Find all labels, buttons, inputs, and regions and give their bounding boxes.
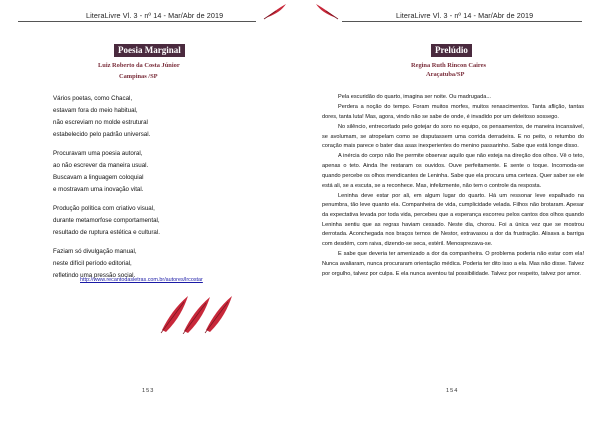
- verse-line: refletindo uma pressão social.: [53, 272, 136, 279]
- story-title: Prelúdio: [431, 44, 472, 57]
- verse-line: resultado de ruptura estética e cultural.: [53, 229, 160, 236]
- header-text: LiteraLivre Vl. 3 - nº 14 - Mar/Abr de 2019: [86, 11, 224, 20]
- stanza: [53, 148, 148, 196]
- verse-line: estabelecido pelo padrão universal.: [53, 131, 151, 138]
- header-rule: [18, 21, 256, 22]
- verse-line: Produção política com criativo visual,: [53, 205, 155, 212]
- paragraph: A inércia do corpo não lhe permite observar aquilo que não esteja na direção dos olhos. Vê o teto, apenas o teto. Ainda lhe restaram os ouvidos. Ouve perfeitamente. E sente o toque. Incomoda-se quando percebe os olhos mendicantes de Leninha. Sabe que ela procura uma certeza. Quer saber se ele está ali, se a escuta, se a reconhece. Mas, infelizmente, não tem o controle da resposta.: [322, 153, 584, 189]
- author-name: Luiz Roberto da Costa Júnior: [98, 62, 180, 69]
- paragraph: Perdera a noção do tempo. Foram muitos morfes, muitos renascimentos. Tanta aflição, tantas dores, tanta luta! Mas, agora, vindo não se sabe de onde, é invadido por um deleitoso sossego.: [322, 104, 584, 120]
- verse-line: não escreviam no molde estrutural: [53, 119, 148, 126]
- paragraph: Leninha deve estar por ali, em algum lugar do quarto. Há um ressonar leve espalhado na penumbra, tão leve quanto ela. Companheira de vida, cumplicidade velada. Filhos não brotaram. Apesar da expectativa levada por toda vida, percebeu que a esperança escorreu pelos cantos dos olhos quando Leninha sentiu que as regras haviam cessado. Neste dia, chorou. Foi a única vez que se mostrou derrotada. Aconchegada nos braços ternos de Nestor, extravasou a dor da frustração. Alisava a barriga com desdém, com raiva, dizendo-se seca, estéril. Menosprezava-se.: [322, 192, 584, 248]
- author-link[interactable]: http://www.recantodasletras.com.br/autores/lrcostar: [80, 277, 203, 283]
- page-number: 154: [446, 388, 459, 394]
- stanza: [53, 93, 150, 141]
- paragraph: E sabe que deveria ter amenizado a dor da companheira. O problema poderia não estar com ela! Nunca avaliaram, nunca procuraram orientação médica. Poderia ter dito isso a ela. Mas não disse. Talvez por orgulho, talvez por culpa. E ela nunca aventou tal possibilidade. Talvez por respeito, talvez por amor.: [322, 251, 585, 277]
- verse-line: durante metamorfose comportamental,: [53, 217, 160, 224]
- quill-pen-icon: [262, 2, 288, 20]
- verse-line: Procuravam uma poesia autoral,: [53, 150, 143, 157]
- verse-line: ao não escrever da maneira usual.: [53, 162, 149, 169]
- stanza: [53, 203, 160, 239]
- header-text: LiteraLivre Vl. 3 - nº 14 - Mar/Abr de 2019: [396, 11, 534, 20]
- page-header: [14, 11, 286, 25]
- verse-line: Vários poetas, como Chacal,: [53, 95, 133, 102]
- red-feathers-illustration: [158, 290, 248, 334]
- verse-line: e mostravam uma inovação vital.: [53, 186, 144, 193]
- verse-line: Buscavam a linguagem coloquial: [53, 174, 144, 181]
- author-location: Araçatuba/SP: [426, 71, 465, 78]
- page-number: 153: [142, 388, 155, 394]
- verse-line: estavam fora do meio habitual,: [53, 107, 138, 114]
- author-location: Campinas /SP: [119, 73, 158, 80]
- header-rule: [342, 21, 582, 22]
- verse-line: neste difícil período editorial,: [53, 260, 132, 267]
- author-name: Regina Ruth Rincon Caires: [411, 62, 486, 69]
- poem-title: Poesia Marginal: [114, 44, 185, 57]
- story-body: [322, 93, 584, 280]
- page-header: [314, 11, 586, 25]
- paragraph: No silêncio, entrecortado pelo gotejar do soro no equipo, os pensamentos, de maneira incansável, se avolumam, se atropelam como se disputassem uma corrida derradeira. E no peito, o retumbo do coração mais parece o bater das asas inexperientes do menino passarinho. Sabe que está longe disso.: [322, 123, 584, 150]
- verse-line: Faziam só divulgação manual,: [53, 248, 137, 255]
- paragraph: Pela escuridão do quarto, imagina ser noite. Ou madrugada...: [338, 94, 491, 100]
